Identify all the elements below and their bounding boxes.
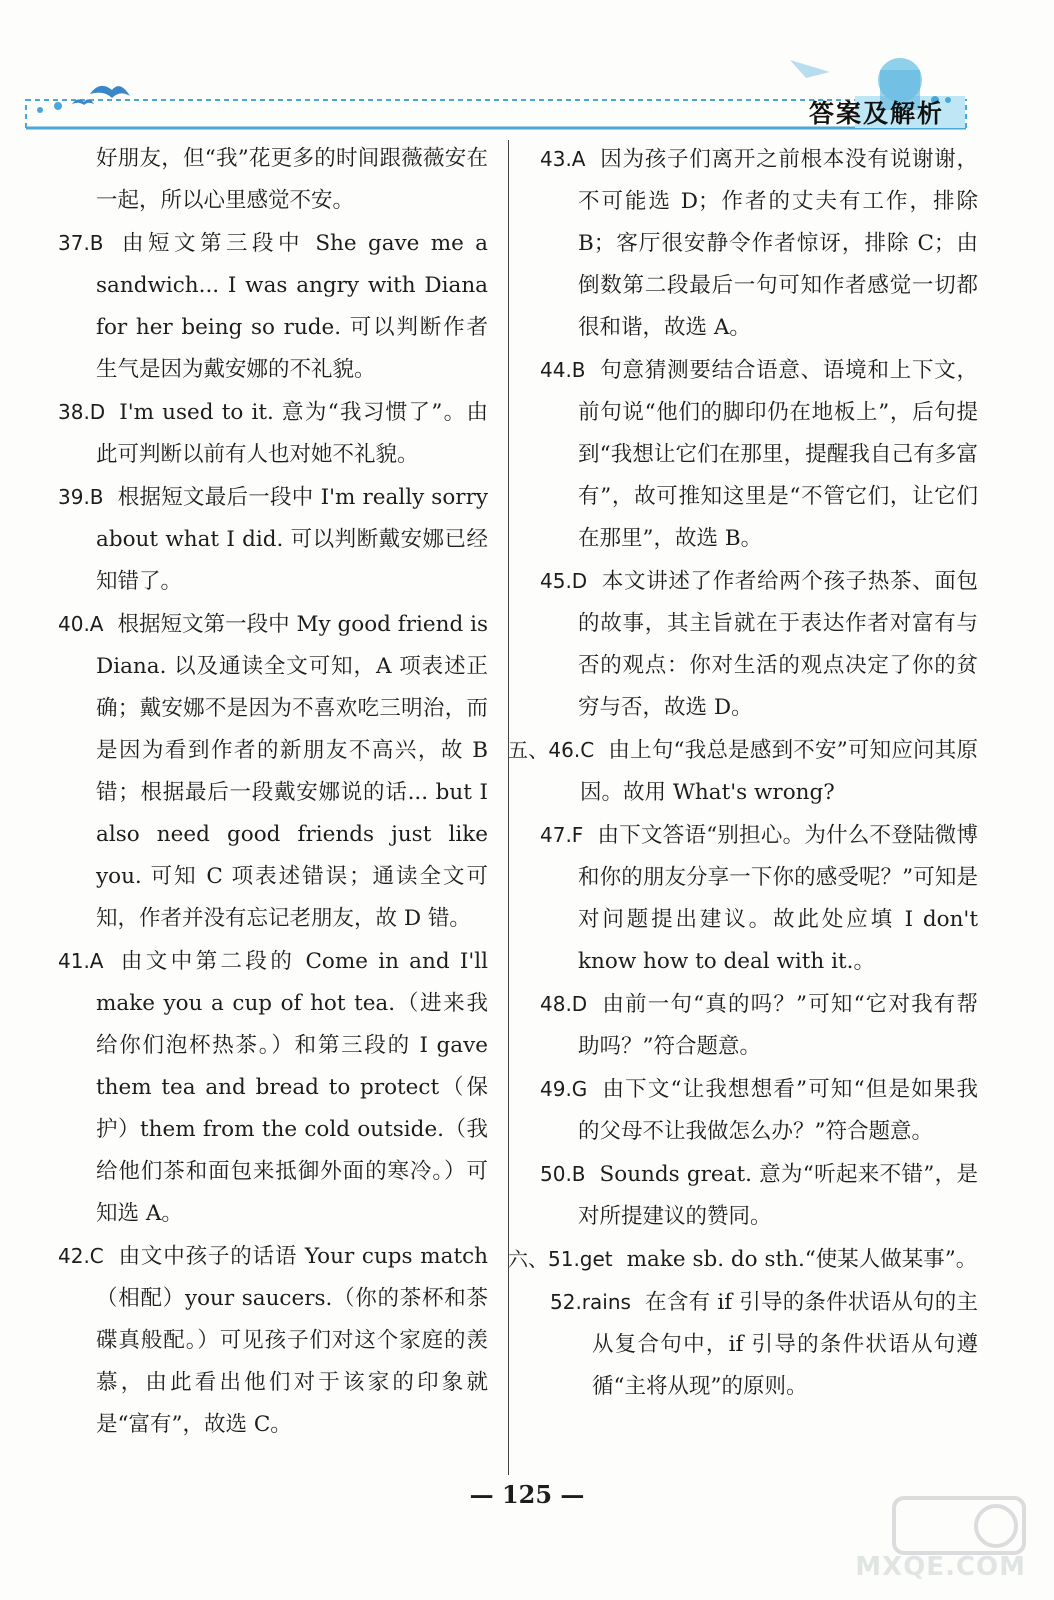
answer-entry (508, 729, 978, 814)
answer-explanation: 根据短文最后一段中 I'm really sorry about what I did. 可以判断戴安娜已经知错了。 (96, 485, 488, 594)
answer-number: 39.B (58, 485, 104, 509)
answer-explanation: 因为孩子们离开之前根本没有说谢谢，不可能选 D；作者的丈夫有工作，排除 B；客厅很安静令作者惊讶，排除 C；由倒数第二段最后一句可知作者感觉一切都很和谐，故选 A。 (578, 147, 978, 340)
page-number: — 125 — (469, 1480, 585, 1509)
watermark-logo (855, 1488, 1034, 1588)
header-title: 答案及解析 (808, 99, 944, 128)
answer-entry (58, 940, 488, 1235)
answer-number: 49.G (540, 1077, 588, 1101)
answer-number: 45.D (540, 569, 588, 593)
paper-plane-icon (790, 60, 830, 78)
answer-number: 41.A (58, 949, 104, 973)
answer-entry (540, 1153, 978, 1238)
answer-number: 43.A (540, 147, 586, 171)
watermark-text: MXQE.COM (855, 1552, 1026, 1582)
birds-icon (72, 86, 130, 105)
answer-entry (550, 1281, 978, 1408)
answer-explanation: 根据短文第一段中 My good friend is Diana. 以及通读全文可知，A 项表述正确；戴安娜不是因为不喜欢吃三明治，而是因为看到作者的新朋友不高兴，故 B 错；根据最后一段戴安娜说的话... but I also need good friends just like you. 可知 C 项表述错误；通读全文可知，作者并没有忘记老朋友，故 D 错。 (96, 612, 488, 931)
answer-entry (508, 1238, 978, 1281)
left-column (58, 138, 488, 1446)
answer-number: 六、51.get (508, 1247, 613, 1271)
answer-explanation: make sb. do sth.“使某人做某事”。 (626, 1247, 978, 1272)
answer-entry (540, 138, 978, 349)
answer-explanation: 由短文第三段中 She gave me a sandwich... I was angry with Diana for her being so rude. 可以判断作者生气是因为戴安娜的不礼貌。 (96, 231, 488, 382)
answer-number: 47.F (540, 823, 584, 847)
answer-explanation: Sounds great. 意为“听起来不错”，是对所提建议的赞同。 (578, 1162, 978, 1229)
answer-number: 42.C (58, 1244, 104, 1268)
answer-explanation: 由下文“让我想想看”可知“但是如果我的父母不让我做怎么办？”符合题意。 (578, 1077, 978, 1144)
right-column (508, 138, 978, 1408)
answer-number: 52.rains (550, 1290, 631, 1314)
answer-number: 38.D (58, 400, 106, 424)
answer-explanation: 由文中孩子的话语 Your cups match（相配）your saucers.（你的茶杯和茶碟真般配。）可见孩子们对这个家庭的羡慕，由此看出他们对于该家的印象就是“富有”，故选 C。 (96, 1244, 488, 1437)
answer-explanation: 由前一句“真的吗？”可知“它对我有帮助吗？”符合题意。 (578, 992, 978, 1059)
answer-explanation: 由上句“我总是感到不安”可知应问其原因。故用 What's wrong? (580, 738, 978, 805)
answer-explanation: 在含有 if 引导的条件状语从句的主从复合句中，if 引导的条件状语从句遵循“主将从现”的原则。 (592, 1290, 978, 1399)
answer-explanation: I'm used to it. 意为“我习惯了”。由此可判断以前有人也对她不礼貌。 (96, 400, 488, 467)
answer-entry (58, 1235, 488, 1446)
answer-entry: 好朋友，但“我”花更多的时间跟薇薇安在一起，所以心里感觉不安。 (96, 146, 488, 213)
answer-entry (58, 603, 488, 940)
answer-number: 40.A (58, 612, 104, 636)
answer-entry (58, 476, 488, 603)
answer-explanation: 由下文答语“别担心。为什么不登陆微博和你的朋友分享一下你的感受呢？”可知是对问题提出建议。故此处应填 I don't know how to deal with it.。 (578, 823, 978, 974)
answer-number: 48.D (540, 992, 588, 1016)
answer-entry (540, 814, 978, 983)
answer-number: 37.B (58, 231, 104, 255)
answer-entry (540, 983, 978, 1068)
answer-entry (540, 560, 978, 729)
answer-explanation: 由文中第二段的 Come in and I'll make you a cup of hot tea.（进来我给你们泡杯热茶。）和第三段的 I gave them tea and bread to protect（保护）them from the cold outside.（我给他们茶和面包来抵御外面的寒冷。）可知选 A。 (96, 949, 488, 1226)
answer-number: 50.B (540, 1162, 586, 1186)
answer-number: 五、46.C (508, 738, 595, 762)
answer-explanation: 本文讲述了作者给两个孩子热茶、面包的故事，其主旨就在于表达作者对富有与否的观点：你对生活的观点决定了你的贫穷与否，故选 D。 (578, 569, 978, 720)
answer-entry (58, 391, 488, 476)
answer-entry (540, 1068, 978, 1153)
page-header (0, 0, 1054, 140)
answer-entry (58, 222, 488, 391)
answer-entry (540, 349, 978, 560)
answer-number: 44.B (540, 358, 586, 382)
answer-explanation: 句意猜测要结合语意、语境和上下文，前句说“他们的脚印仍在地板上”，后句提到“我想让它们在那里，提醒我自己有多富有”，故可推知这里是“不管它们，让它们在那里”，故选 B。 (578, 358, 978, 551)
